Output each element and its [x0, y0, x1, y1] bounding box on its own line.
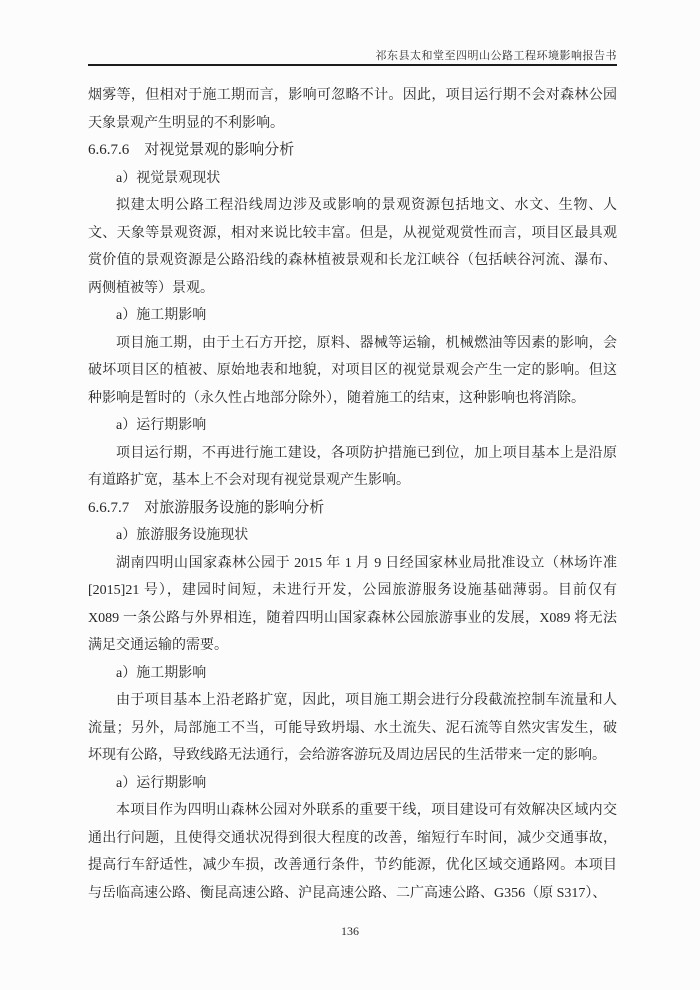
paragraph: 由于项目基本上沿老路扩宽，因此，项目施工期会进行分段截流控制车流量和人流量；另外，局部施工不当，可能导致坍塌、水土流失、泥石流等自然灾害发生，破坏现有公路，导致线路无法通行，会给游客游玩及周边居民的生活带来一定的影响。 — [88, 693, 617, 763]
sub-heading: a）运行期影响 — [116, 418, 207, 433]
page-header-title: 祁东县太和堂至四明山公路工程环境影响报告书 — [375, 50, 617, 62]
page-number: 136 — [341, 924, 359, 938]
sub-heading: a）运行期影响 — [116, 775, 207, 791]
paragraph: 烟雾等，但相对于施工期而言，影响可忽略不计。因此，项目运行期不会对森林公园天象景观产生明显的不利影响。 — [88, 88, 617, 131]
section-heading: 6.6.7.6 对视觉景观的影响分析 — [88, 142, 295, 158]
header-divider — [88, 64, 617, 66]
paragraph: 项目运行期，不再进行施工建设，各项防护措施已到位，加上项目基本上是沿原有道路扩宽，基本上不会对现有视觉景观产生影响。 — [88, 445, 617, 488]
sub-heading: a）施工期影响 — [116, 308, 207, 323]
sub-heading: a）旅游服务设施现状 — [116, 528, 249, 543]
document-content — [88, 82, 617, 907]
paragraph: 项目施工期，由于土石方开挖，原料、器械等运输，机械燃油等因素的影响，会破坏项目区的植被、原始地表和地貌，对项目区的视觉景观会产生一定的影响。但这种影响是暂时的（永久性占地部分除外），随着施工的结束，这种影响也将消除。 — [88, 335, 617, 406]
paragraph: 湖南四明山国家森林公园于 2015 年 1 月 9 日经国家林业局批准设立（林场许准[2015]21 号），建园时间短，未进行开发，公园旅游服务设施基础薄弱。目前仅有 X089 一条公路与外界相连，随着四明山国家森林公园旅游事业的发展，X089 将无法满足交通运输的需要。 — [88, 555, 617, 653]
sub-heading: a）视觉景观现状 — [116, 170, 221, 186]
sub-heading: a）施工期影响 — [116, 665, 207, 681]
paragraph: 拟建太明公路工程沿线周边涉及或影响的景观资源包括地文、水文、生物、人文、天象等景观资源，相对来说比较丰富。但是，从视觉观赏性而言，项目区最具观赏价值的景观资源是公路沿线的森林植被景观和长龙江峡谷（包括峡谷河流、瀑布、两侧植被等）景观。 — [88, 198, 617, 296]
paragraph: 本项目作为四明山森林公园对外联系的重要干线，项目建设可有效解决区域内交通出行问题，且使得交通状况得到很大程度的改善，缩短行车时间，减少交通事故，提高行车舒适性，减少车损，改善通行条件，节约能源，优化区域交通路网。本项目与岳临高速公路、衡昆高速公路、沪昆高速公路、二广高速公路、G356（原 S317）、 — [88, 803, 617, 901]
section-heading: 6.6.7.7 对旅游服务设施的影响分析 — [88, 499, 325, 516]
